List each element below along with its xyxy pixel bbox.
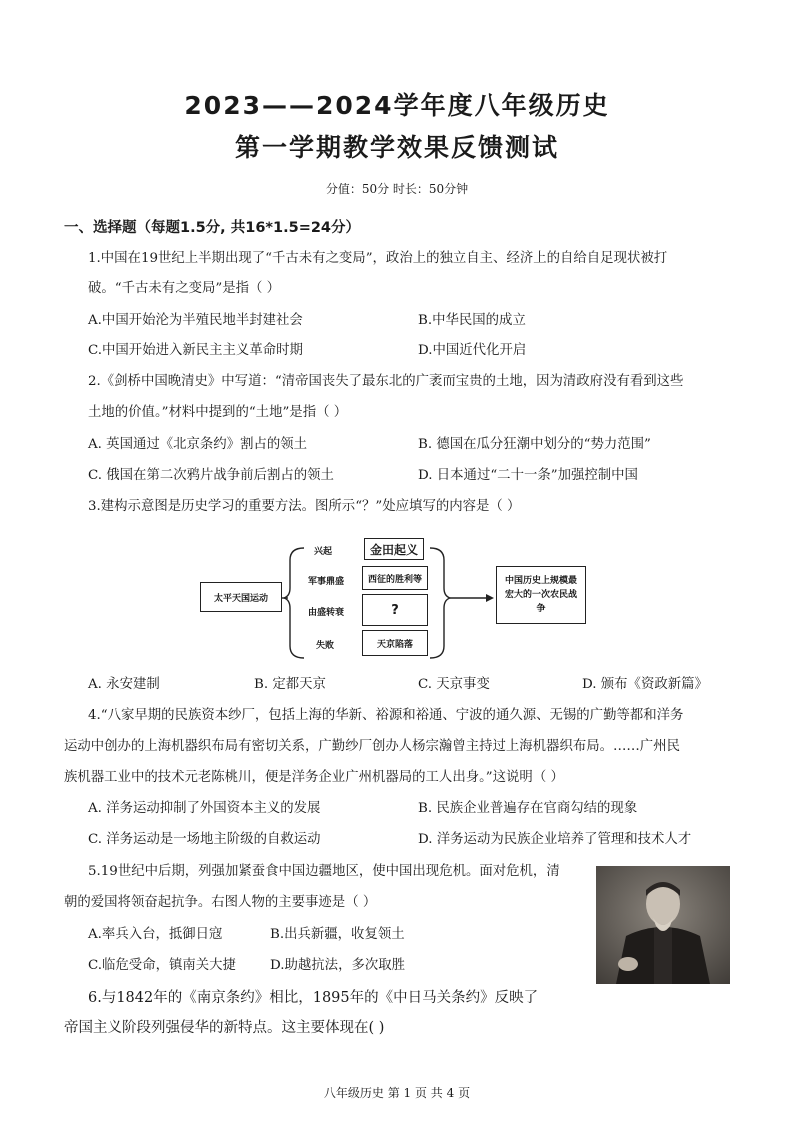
q1-option-d: D.中国近代化开启 xyxy=(418,343,527,358)
section-heading: 一、选择题（每题1.5分, 共16*1.5=24分） xyxy=(64,220,361,236)
diagram-event-4: 天京陷落 xyxy=(362,630,428,656)
q1-option-b: B.中华民国的成立 xyxy=(418,313,526,328)
page-footer: 八年级历史 第 1 页 共 4 页 xyxy=(323,1086,471,1100)
diagram-result-box: 中国历史上规模最宏大的一次农民战争 xyxy=(496,566,586,624)
diagram-event-2: 西征的胜利等 xyxy=(362,566,428,590)
q2-option-b: B. 德国在瓜分狂潮中划分的“势力范围” xyxy=(418,437,651,452)
q1-option-c: C.中国开始进入新民主主义革命时期 xyxy=(88,343,303,358)
page-subtitle: 第一学期教学效果反馈测试 xyxy=(234,133,559,162)
q4-option-c: C. 洋务运动是一场地主阶级的自救运动 xyxy=(88,832,321,847)
question-2-line-1: 2.《剑桥中国晚清史》中写道：“清帝国丧失了最东北的广袤而宝贵的土地，因为清政府没有看到这些 xyxy=(88,374,684,389)
q5-option-c: C.临危受命，镇南关大捷 xyxy=(88,958,236,973)
concept-diagram xyxy=(196,538,636,668)
diagram-stage-2: 军事鼎盛 xyxy=(308,577,345,587)
question-4-line-1: 4.“八家早期的民族资本纱厂，包括上海的华新、裕源和裕通、宁波的通久源、无锡的广勤等都和洋务 xyxy=(88,708,684,723)
q3-option-b: B. 定都天京 xyxy=(254,677,326,692)
diagram-event-1: 金田起义 xyxy=(364,538,424,560)
question-4-line-2: 运动中创办的上海机器织布局有密切关系，广勤纱厂创办人杨宗瀚曾主持过上海机器织布局。……广州民 xyxy=(64,739,680,754)
question-1-line-1: 1.中国在19世纪上半期出现了“千古未有之变局”，政治上的独立自主、经济上的自给自足现状被打 xyxy=(88,251,668,266)
diagram-root-box: 太平天国运动 xyxy=(200,582,282,612)
q5-option-a: A.率兵入台，抵御日寇 xyxy=(88,927,223,942)
q5-option-b: B.出兵新疆，收复领土 xyxy=(270,927,405,942)
question-4-line-3: 族机器工业中的技术元老陈桃川，便是洋务企业广州机器局的工人出身。”这说明（ ） xyxy=(64,770,564,785)
exam-meta: 分值：50分 时长：50分钟 xyxy=(325,182,469,196)
question-2-line-2: 土地的价值。”材料中提到的“土地”是指（ ） xyxy=(88,405,348,420)
q3-option-a: A. 永安建制 xyxy=(88,677,160,692)
question-5-line-1: 5.19世纪中后期，列强加紧蚕食中国边疆地区，使中国出现危机。面对危机，清 xyxy=(88,864,560,879)
diagram-event-3: ? xyxy=(362,594,428,626)
q2-option-a: A. 英国通过《北京条约》割占的领土 xyxy=(88,437,308,452)
q3-option-c: C. 天京事变 xyxy=(418,677,490,692)
q2-option-c: C. 俄国在第二次鸦片战争前后割占的领土 xyxy=(88,468,334,483)
question-6-line-2: 帝国主义阶段列强侵华的新特点。这主要体现在( ) xyxy=(64,1020,385,1036)
question-5-line-2: 朝的爱国将领奋起抗争。右图人物的主要事迹是（ ） xyxy=(64,895,377,910)
q4-option-a: A. 洋务运动抑制了外国资本主义的发展 xyxy=(88,801,321,816)
q4-option-b: B. 民族企业普遍存在官商勾结的现象 xyxy=(418,801,638,816)
q4-option-d: D. 洋务运动为民族企业培养了管理和技术人才 xyxy=(418,832,692,847)
diagram-stage-4: 失败 xyxy=(316,641,335,651)
historical-portrait-photo xyxy=(596,866,730,984)
q1-option-a: A.中国开始沦为半殖民地半封建社会 xyxy=(88,313,303,328)
q3-option-d: D. 颁布《资政新篇》 xyxy=(582,677,708,692)
q2-option-d: D. 日本通过“二十一条”加强控制中国 xyxy=(418,468,638,483)
question-3-line-1: 3.建构示意图是历史学习的重要方法。图所示“？”处应填写的内容是（ ） xyxy=(88,499,521,514)
diagram-stage-1: 兴起 xyxy=(314,547,333,557)
question-1-line-2: 破。“千古未有之变局”是指（ ） xyxy=(88,281,281,296)
question-6-line-1: 6.与1842年的《南京条约》相比，1895年的《中日马关条约》反映了 xyxy=(88,990,539,1006)
diagram-stage-3: 由盛转衰 xyxy=(308,608,345,618)
page-title: 2023——2024学年度八年级历史 xyxy=(184,91,610,120)
q5-option-d: D.助越抗法，多次取胜 xyxy=(270,958,406,973)
